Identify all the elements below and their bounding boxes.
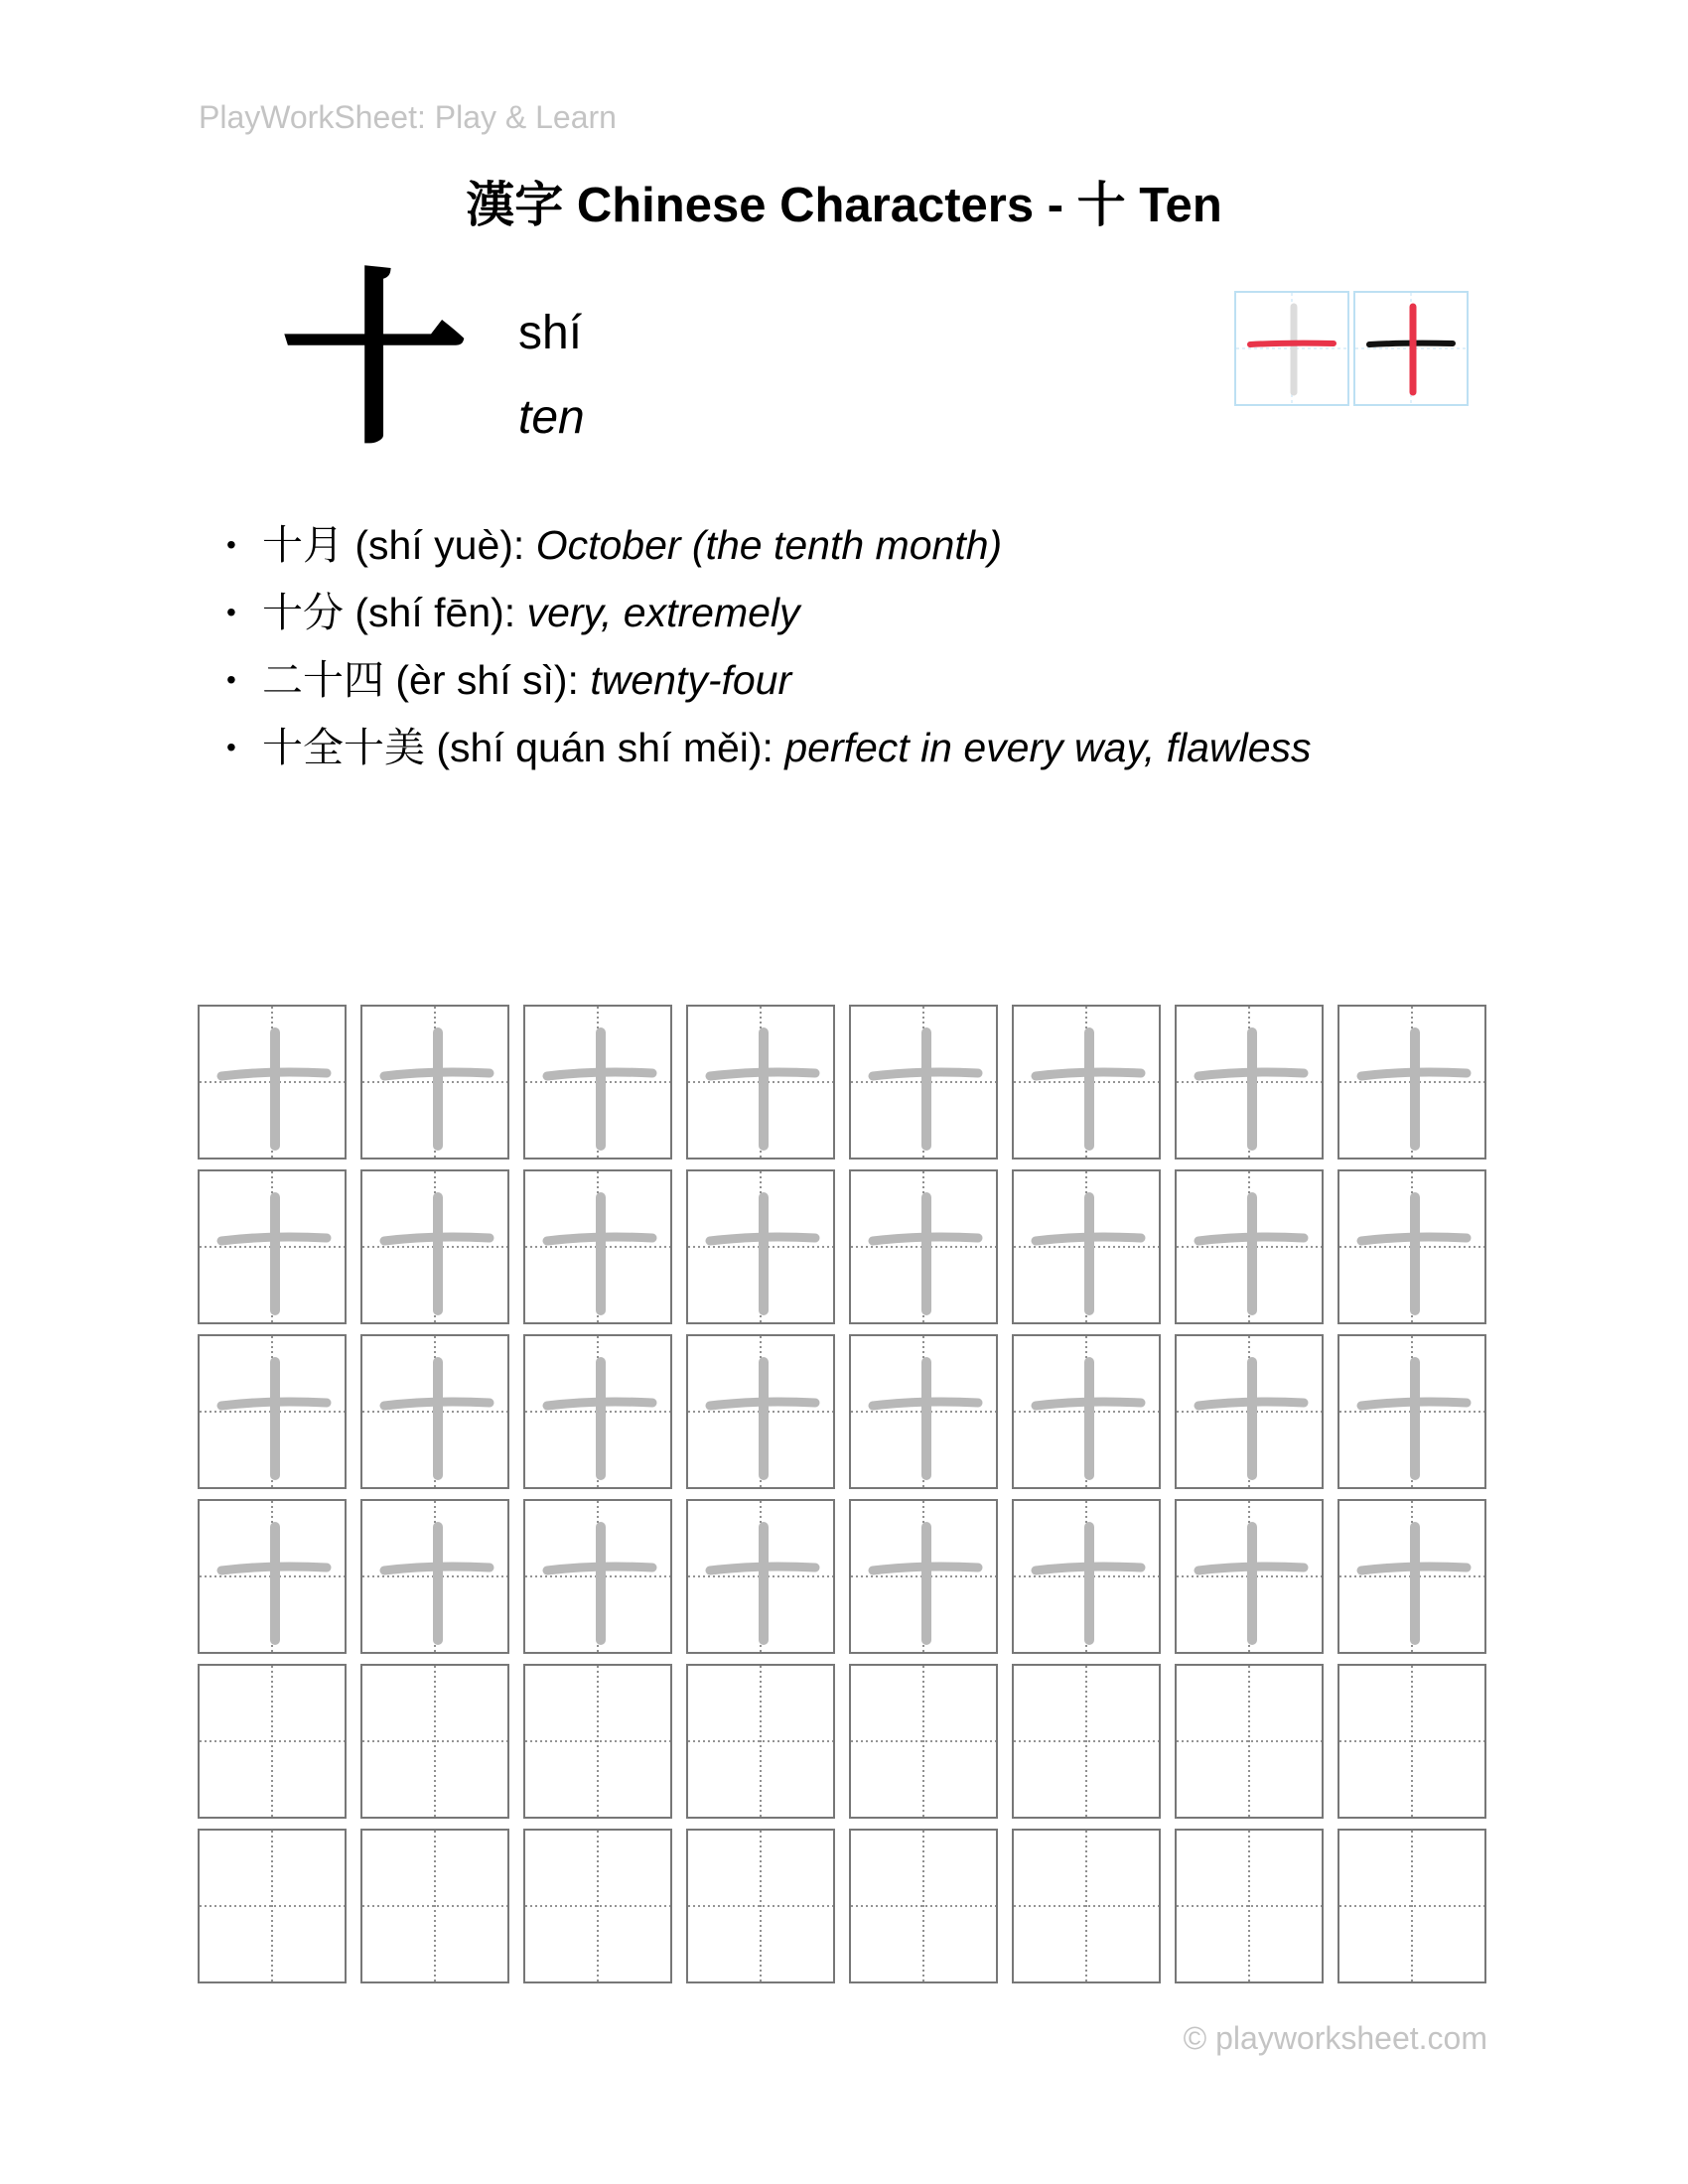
trace-glyph	[688, 1007, 833, 1158]
trace-glyph	[1177, 1007, 1322, 1158]
trace-cell	[198, 1499, 347, 1654]
practice-cell	[1337, 1664, 1486, 1819]
trace-cell	[1175, 1169, 1324, 1324]
vocab-word: 十分	[262, 590, 344, 635]
practice-cell	[686, 1829, 835, 1983]
trace-cell	[1337, 1169, 1486, 1324]
trace-cell	[686, 1334, 835, 1489]
trace-cell	[1012, 1499, 1161, 1654]
trace-glyph	[200, 1501, 345, 1652]
vocab-item: • 十分 (shí fēn): very, extremely	[226, 590, 800, 635]
trace-glyph	[525, 1171, 670, 1322]
vocab-item: • 十全十美 (shí quán shí měi): perfect in every way, flawless	[226, 725, 1312, 770]
vocab-pinyin: (èr shí sì):	[395, 657, 579, 703]
trace-glyph	[1014, 1007, 1159, 1158]
trace-glyph	[851, 1171, 996, 1322]
practice-cell	[1175, 1829, 1324, 1983]
practice-cell	[1012, 1664, 1161, 1819]
vocab-item: • 二十四 (èr shí sì): twenty-four	[226, 657, 792, 703]
trace-glyph	[525, 1007, 670, 1158]
trace-glyph	[362, 1501, 507, 1652]
trace-glyph	[688, 1501, 833, 1652]
trace-cell	[523, 1005, 672, 1160]
trace-cell	[1012, 1334, 1161, 1489]
footer-copyright: © playworksheet.com	[1183, 2020, 1487, 2056]
vocab-pinyin: (shí quán shí měi):	[436, 725, 774, 770]
trace-glyph	[1014, 1171, 1159, 1322]
vocab-pinyin: (shí yuè):	[354, 522, 525, 568]
trace-cell	[360, 1169, 509, 1324]
trace-glyph	[200, 1336, 345, 1487]
vocab-definition: very, extremely	[526, 590, 800, 635]
practice-cell	[849, 1664, 998, 1819]
trace-glyph	[200, 1171, 345, 1322]
practice-cell	[1337, 1829, 1486, 1983]
trace-glyph	[1014, 1501, 1159, 1652]
vocab-word: 二十四	[262, 657, 384, 703]
trace-glyph	[362, 1336, 507, 1487]
practice-grid	[198, 1005, 1486, 1983]
practice-cell	[686, 1664, 835, 1819]
trace-cell	[1012, 1005, 1161, 1160]
trace-glyph	[1177, 1171, 1322, 1322]
trace-glyph	[688, 1336, 833, 1487]
trace-cell	[1337, 1499, 1486, 1654]
trace-cell	[360, 1499, 509, 1654]
vocab-definition: twenty-four	[590, 657, 792, 703]
trace-cell	[1175, 1334, 1324, 1489]
trace-glyph	[1339, 1336, 1484, 1487]
practice-cell	[360, 1829, 509, 1983]
vocab-word: 十全十美	[262, 725, 425, 770]
trace-glyph	[1014, 1336, 1159, 1487]
trace-cell	[198, 1169, 347, 1324]
trace-cell	[198, 1005, 347, 1160]
stroke-order-diagram	[1234, 291, 1469, 406]
trace-glyph	[851, 1501, 996, 1652]
trace-cell	[1337, 1005, 1486, 1160]
trace-glyph	[1339, 1501, 1484, 1652]
trace-glyph	[1177, 1336, 1322, 1487]
trace-glyph	[688, 1171, 833, 1322]
trace-cell	[686, 1169, 835, 1324]
trace-cell	[1175, 1499, 1324, 1654]
trace-cell	[360, 1334, 509, 1489]
character-pinyin: shí	[518, 307, 583, 359]
trace-glyph	[851, 1007, 996, 1158]
trace-glyph	[1339, 1007, 1484, 1158]
header-brand: PlayWorkSheet: Play & Learn	[199, 99, 617, 135]
trace-glyph	[362, 1007, 507, 1158]
trace-glyph	[362, 1171, 507, 1322]
vocab-item: • 十月 (shí yuè): October (the tenth month)	[226, 522, 1003, 568]
trace-cell	[523, 1334, 672, 1489]
trace-cell	[523, 1169, 672, 1324]
trace-cell	[1337, 1334, 1486, 1489]
trace-cell	[849, 1005, 998, 1160]
trace-cell	[523, 1499, 672, 1654]
practice-cell	[360, 1664, 509, 1819]
trace-cell	[360, 1005, 509, 1160]
practice-cell	[198, 1829, 347, 1983]
stroke-step-1	[1234, 291, 1349, 406]
page-title: 漢字 Chinese Characters - 十 Ten	[466, 179, 1222, 232]
practice-cell	[198, 1664, 347, 1819]
trace-glyph	[851, 1336, 996, 1487]
practice-cell	[1175, 1664, 1324, 1819]
vocabulary-list	[226, 511, 1312, 781]
trace-cell	[686, 1005, 835, 1160]
trace-cell	[1175, 1005, 1324, 1160]
trace-glyph	[1339, 1171, 1484, 1322]
character-meaning: ten	[518, 391, 585, 444]
trace-cell	[849, 1499, 998, 1654]
trace-cell	[849, 1169, 998, 1324]
trace-cell	[849, 1334, 998, 1489]
trace-glyph	[525, 1501, 670, 1652]
trace-cell	[686, 1499, 835, 1654]
practice-cell	[523, 1664, 672, 1819]
main-character: 十	[280, 249, 470, 471]
vocab-definition: perfect in every way, flawless	[784, 725, 1312, 770]
trace-glyph	[200, 1007, 345, 1158]
trace-cell	[1012, 1169, 1161, 1324]
vocab-word: 十月	[262, 522, 344, 568]
practice-cell	[523, 1829, 672, 1983]
stroke-step-2	[1353, 291, 1469, 406]
trace-glyph	[1177, 1501, 1322, 1652]
vocab-definition: October (the tenth month)	[535, 522, 1003, 568]
trace-cell	[198, 1334, 347, 1489]
vocab-pinyin: (shí fēn):	[354, 590, 516, 635]
practice-cell	[849, 1829, 998, 1983]
trace-glyph	[525, 1336, 670, 1487]
practice-cell	[1012, 1829, 1161, 1983]
